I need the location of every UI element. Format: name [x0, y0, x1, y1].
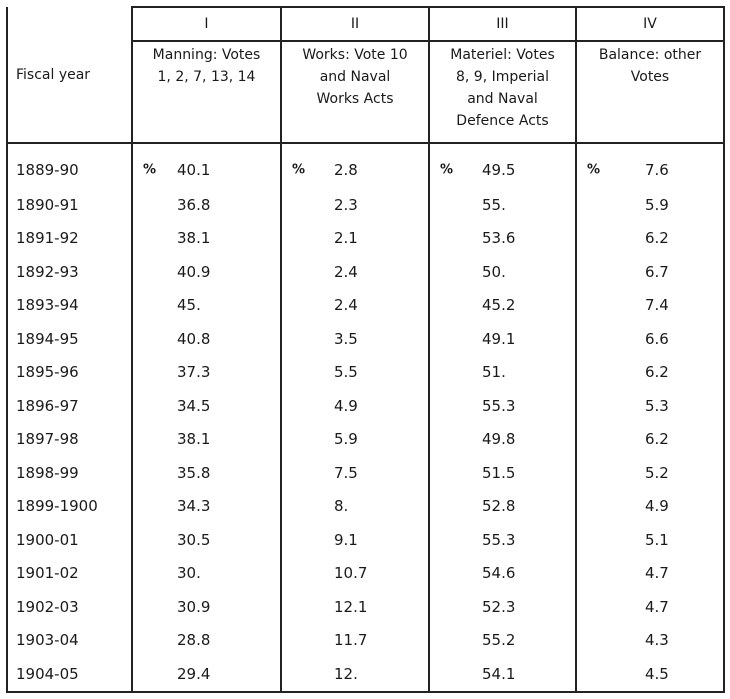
value-number: 11.7 — [334, 631, 368, 650]
value-cell — [132, 389, 281, 423]
value-cell — [132, 657, 281, 692]
value-number: 45.2 — [482, 296, 516, 315]
value-cell — [281, 624, 429, 658]
value-number: 6.7 — [645, 262, 669, 281]
value-number: 4.9 — [334, 396, 358, 415]
value-cell — [132, 322, 281, 356]
value-number: 55.2 — [482, 631, 516, 650]
value-cell — [429, 590, 576, 624]
value-cell — [132, 222, 281, 256]
value-cell — [281, 255, 429, 289]
fiscal-year-cell: 1897-98 — [7, 423, 132, 457]
column-description-line: Votes — [630, 69, 670, 85]
value-number: 53.6 — [482, 229, 516, 248]
value-cell — [429, 456, 576, 490]
value-number: 8. — [334, 497, 349, 516]
value-number: 34.5 — [177, 396, 211, 415]
value-number: 38.1 — [177, 229, 211, 248]
value-number: 55. — [482, 195, 506, 214]
value-number: 37.3 — [177, 363, 211, 382]
column-description-line: and Naval — [467, 91, 538, 107]
value-number: 5.9 — [645, 195, 669, 214]
value-number: 36.8 — [177, 195, 211, 214]
value-number: 9.1 — [334, 530, 358, 549]
value-cell — [576, 523, 724, 557]
value-number: 55.3 — [482, 530, 516, 549]
value-cell — [132, 289, 281, 323]
value-cell — [576, 222, 724, 256]
value-number: 49.5 — [482, 161, 516, 179]
value-number: 7.5 — [334, 463, 358, 482]
value-cell — [429, 624, 576, 658]
value-cell — [429, 356, 576, 390]
column-description-line: Manning: Votes — [152, 47, 261, 63]
value-cell — [429, 389, 576, 423]
percent-unit-marker: % — [292, 162, 306, 178]
value-number: 5.3 — [645, 396, 669, 415]
value-number: 55.3 — [482, 396, 516, 415]
value-number: 4.3 — [645, 631, 669, 650]
value-cell — [132, 523, 281, 557]
value-cell — [429, 557, 576, 591]
value-cell — [576, 188, 724, 222]
value-cell — [429, 523, 576, 557]
value-number: 2.4 — [334, 262, 358, 281]
value-cell — [429, 255, 576, 289]
value-number: 6.6 — [645, 329, 669, 348]
value-number: 35.8 — [177, 463, 211, 482]
table-row — [7, 523, 724, 557]
value-cell — [429, 289, 576, 323]
column-description-materiel — [429, 41, 576, 143]
column-description-line: Defence Acts — [456, 113, 549, 129]
column-numeral: III — [429, 7, 576, 41]
value-number: 51.5 — [482, 463, 516, 482]
fiscal-year-cell: 1889-90 — [7, 143, 132, 188]
table-row — [7, 423, 724, 457]
table-row — [7, 657, 724, 692]
value-number: 7.6 — [645, 161, 669, 179]
value-number: 3.5 — [334, 329, 358, 348]
column-description-line: 8, 9, Imperial — [456, 69, 549, 85]
fiscal-year-cell: 1899-1900 — [7, 490, 132, 524]
table-row — [7, 222, 724, 256]
value-cell — [281, 222, 429, 256]
value-cell — [576, 490, 724, 524]
percent-unit-marker: % — [587, 162, 601, 178]
fiscal-year-cell: 1900-01 — [7, 523, 132, 557]
value-number: 6.2 — [645, 430, 669, 449]
value-cell — [429, 322, 576, 356]
fiscal-year-cell: 1902-03 — [7, 590, 132, 624]
fiscal-year-cell: 1901-02 — [7, 557, 132, 591]
fiscal-year-header: Fiscal year — [7, 7, 132, 143]
table-row — [7, 456, 724, 490]
value-number: 4.7 — [645, 564, 669, 583]
table-body — [7, 143, 724, 692]
value-cell — [576, 624, 724, 658]
column-description-line: 1, 2, 7, 13, 14 — [157, 69, 256, 85]
table-row — [7, 143, 724, 188]
value-cell — [281, 356, 429, 390]
value-number: 29.4 — [177, 664, 211, 683]
value-number: 38.1 — [177, 430, 211, 449]
value-cell — [576, 143, 724, 188]
value-cell — [132, 557, 281, 591]
column-numeral: I — [132, 7, 281, 41]
value-cell — [281, 657, 429, 692]
value-number: 5.2 — [645, 463, 669, 482]
fiscal-year-cell: 1896-97 — [7, 389, 132, 423]
column-description-line: Materiel: Votes — [450, 47, 555, 63]
value-number: 45. — [177, 296, 201, 315]
value-cell — [576, 356, 724, 390]
value-number: 4.7 — [645, 597, 669, 616]
value-number: 54.6 — [482, 564, 516, 583]
value-number: 51. — [482, 363, 506, 382]
value-number: 30.5 — [177, 530, 211, 549]
value-cell — [281, 289, 429, 323]
fiscal-year-cell: 1891-92 — [7, 222, 132, 256]
value-cell — [281, 490, 429, 524]
value-cell — [576, 657, 724, 692]
value-cell — [576, 557, 724, 591]
value-cell — [576, 590, 724, 624]
value-cell — [281, 590, 429, 624]
value-cell — [132, 356, 281, 390]
value-cell — [281, 188, 429, 222]
column-description-works — [281, 41, 429, 143]
value-cell — [132, 490, 281, 524]
value-number: 4.9 — [645, 497, 669, 516]
value-number: 5.9 — [334, 430, 358, 449]
fiscal-year-cell: 1898-99 — [7, 456, 132, 490]
naval-estimates-table-frame — [6, 6, 723, 692]
column-description-line: Works Acts — [316, 91, 394, 107]
value-cell — [281, 456, 429, 490]
column-description-line: Works: Vote 10 — [302, 47, 408, 63]
value-number: 2.8 — [334, 161, 358, 179]
table-row — [7, 590, 724, 624]
column-description-manning — [132, 41, 281, 143]
value-cell — [281, 322, 429, 356]
column-description-line: and Naval — [319, 69, 391, 85]
value-cell — [281, 557, 429, 591]
fiscal-year-cell: 1895-96 — [7, 356, 132, 390]
value-number: 7.4 — [645, 296, 669, 315]
fiscal-year-cell: 1904-05 — [7, 657, 132, 692]
fiscal-year-cell: 1893-94 — [7, 289, 132, 323]
fiscal-year-cell: 1892-93 — [7, 255, 132, 289]
value-cell — [576, 456, 724, 490]
value-cell — [281, 523, 429, 557]
value-number: 5.1 — [645, 530, 669, 549]
value-cell — [576, 423, 724, 457]
value-cell — [132, 423, 281, 457]
value-cell — [576, 322, 724, 356]
value-cell — [576, 389, 724, 423]
value-cell — [132, 188, 281, 222]
value-number: 52.3 — [482, 597, 516, 616]
value-cell — [429, 222, 576, 256]
header-numeral-row — [7, 7, 724, 41]
table-row — [7, 188, 724, 222]
table-row — [7, 624, 724, 658]
value-cell — [132, 590, 281, 624]
column-numeral: IV — [576, 7, 724, 41]
value-number: 40.9 — [177, 262, 211, 281]
fiscal-year-cell: 1894-95 — [7, 322, 132, 356]
value-number: 12.1 — [334, 597, 368, 616]
value-number: 2.4 — [334, 296, 358, 315]
fiscal-year-cell: 1903-04 — [7, 624, 132, 658]
value-number: 52.8 — [482, 497, 516, 516]
table-row — [7, 255, 724, 289]
value-cell — [429, 657, 576, 692]
value-number: 40.1 — [177, 161, 211, 179]
table-row — [7, 389, 724, 423]
table-row — [7, 289, 724, 323]
value-cell — [429, 188, 576, 222]
value-number: 34.3 — [177, 497, 211, 516]
value-number: 49.8 — [482, 430, 516, 449]
value-cell — [281, 423, 429, 457]
value-number: 50. — [482, 262, 506, 281]
value-cell — [576, 289, 724, 323]
table-row — [7, 490, 724, 524]
percent-unit-marker: % — [143, 162, 157, 178]
fiscal-year-cell: 1890-91 — [7, 188, 132, 222]
value-number: 4.5 — [645, 664, 669, 683]
column-numeral: II — [281, 7, 429, 41]
value-number: 2.3 — [334, 195, 358, 214]
value-number: 12. — [334, 664, 358, 683]
value-number: 30. — [177, 564, 201, 583]
value-number: 28.8 — [177, 631, 211, 650]
value-cell — [281, 143, 429, 188]
value-number: 6.2 — [645, 229, 669, 248]
value-cell — [132, 624, 281, 658]
value-cell — [576, 255, 724, 289]
value-number: 49.1 — [482, 329, 516, 348]
value-cell — [132, 456, 281, 490]
value-number: 30.9 — [177, 597, 211, 616]
value-cell — [132, 255, 281, 289]
value-cell — [429, 490, 576, 524]
table-row — [7, 356, 724, 390]
table-row — [7, 557, 724, 591]
value-cell — [429, 143, 576, 188]
column-description-line: Balance: other — [598, 47, 702, 63]
value-number: 10.7 — [334, 564, 368, 583]
value-number: 5.5 — [334, 363, 358, 382]
value-number: 40.8 — [177, 329, 211, 348]
value-cell — [281, 389, 429, 423]
value-number: 54.1 — [482, 664, 516, 683]
column-description-balance — [576, 41, 724, 143]
value-cell — [429, 423, 576, 457]
value-number: 6.2 — [645, 363, 669, 382]
percent-unit-marker: % — [440, 162, 454, 178]
table-row — [7, 322, 724, 356]
value-cell — [132, 143, 281, 188]
naval-estimates-table — [6, 6, 725, 693]
value-number: 2.1 — [334, 229, 358, 248]
